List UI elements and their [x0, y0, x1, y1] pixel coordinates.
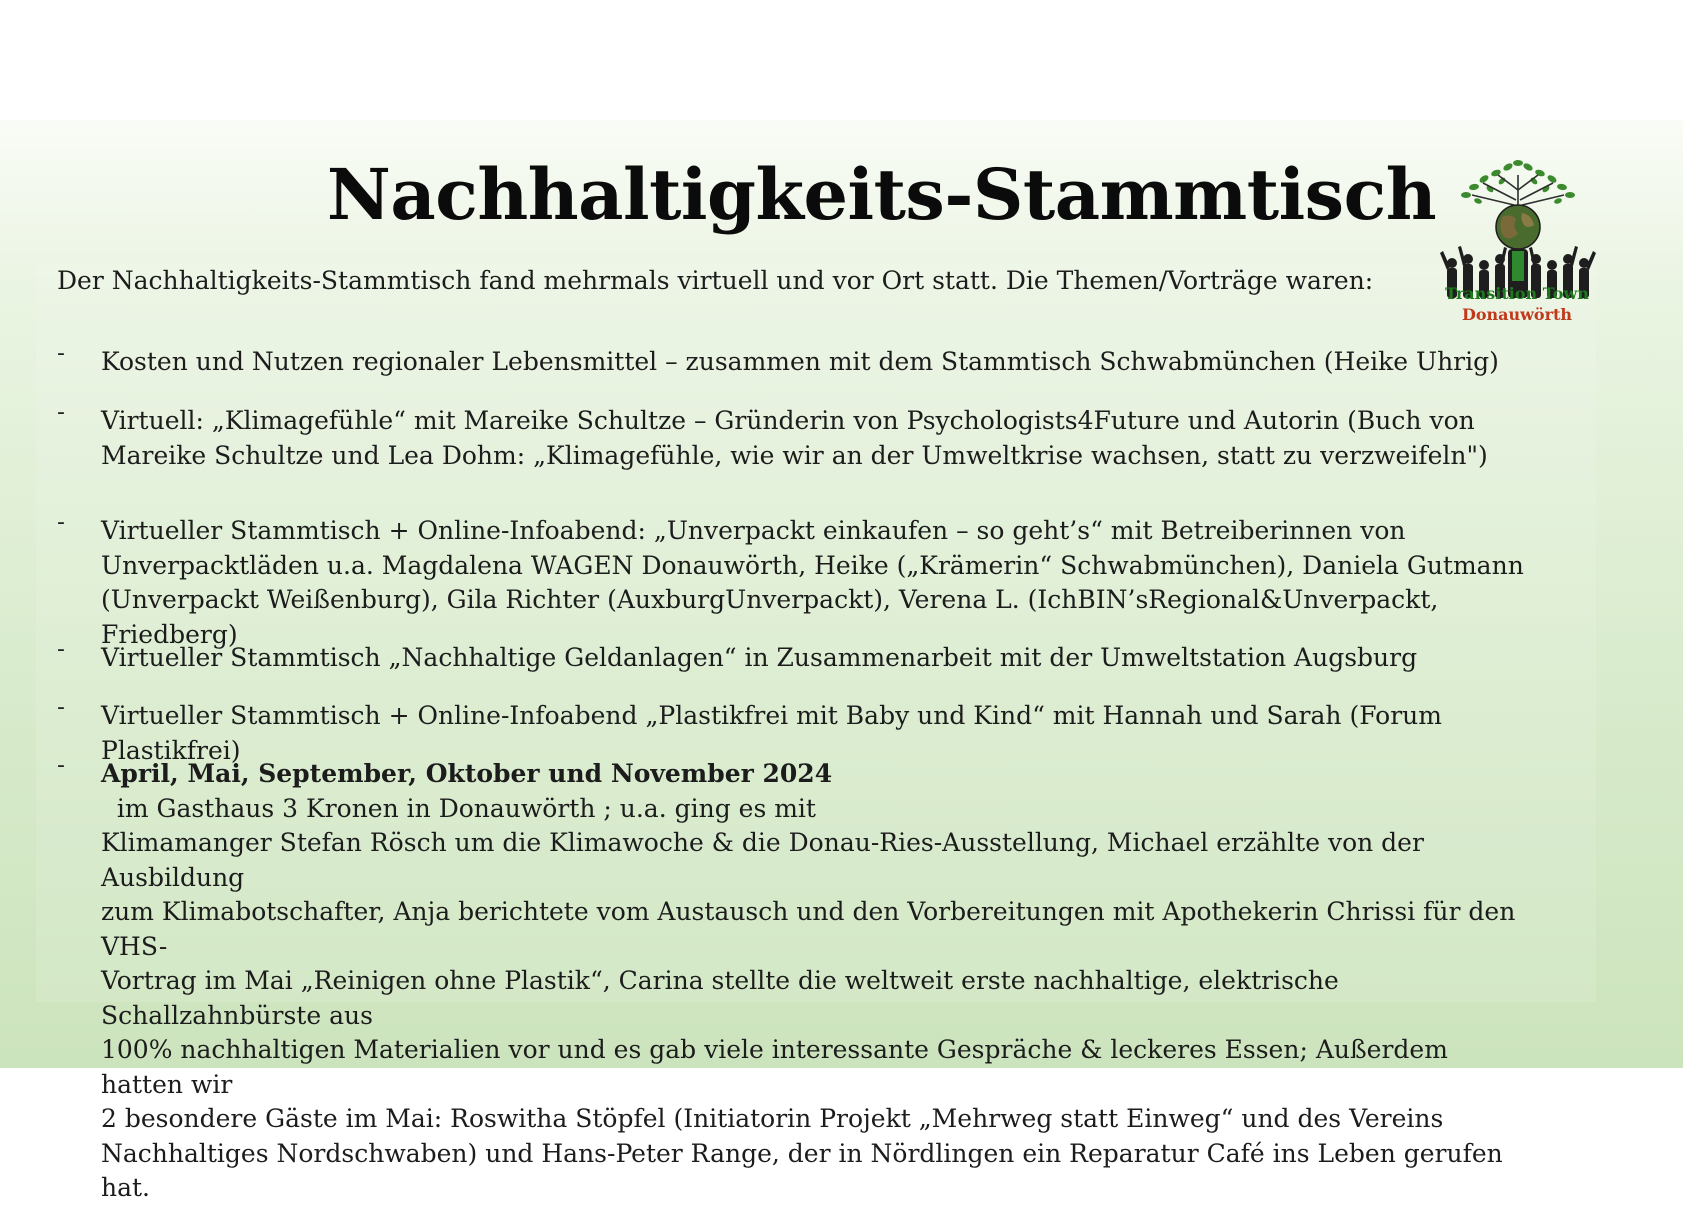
- item-line: Unverpacktläden u.a. Magdalena WAGEN Donauwörth, Heike („Krämerin“ Schwabmünchen), Daniela Gutmann: [101, 550, 1524, 580]
- item-line: Virtueller Stammtisch „Nachhaltige Geldanlagen“ in Zusammenarbeit mit der Umweltstation Augsburg: [101, 643, 1418, 672]
- item-line: Virtuell: „Klimagefühle“ mit Mareike Schultze – Gründerin von Psychologists4Future und Autorin (Buch von: [101, 406, 1475, 435]
- item-line: (Unverpackt Weißenburg), Gila Richter (AuxburgUnverpackt), Verena L. (IchBIN’sRegional&Unverpackt, Friedberg): [101, 585, 1439, 649]
- bullet-dash: -: [57, 637, 65, 662]
- item-line: Kosten und Nutzen regionaler Lebensmittel – zusammen mit dem Stammtisch Schwabmünchen (Heike Uhrig): [101, 347, 1499, 376]
- item-line: Mareike Schultze und Lea Dohm: „Klimagefühle, wie wir an der Umweltkrise wachsen, statt zu verzweifeln"): [101, 440, 1488, 470]
- bullet-dash: -: [57, 510, 65, 535]
- logo-subtitle: Donauwörth: [1461, 305, 1573, 324]
- list-item-text: [101, 404, 1531, 473]
- item-line: Nachhaltiges Nordschwaben) und Hans-Peter Range, der in Nördlingen ein Reparatur Café ins Leben gerufen hat.: [101, 1138, 1503, 1202]
- title-text: Nachhaltigkeits-Stammtisch: [326, 153, 1437, 236]
- page-title: [0, 153, 1683, 236]
- item-line: zum Klimabotschafter, Anja berichtete vom Austausch und den Vorbereitungen mit Apothekerin Chrissi für den VHS-: [101, 897, 1516, 961]
- logo-title: Transition Town: [1445, 284, 1589, 303]
- item-line: 100% nachhaltigen Materialien vor und es gab viele interessante Gespräche & leckeres Essen; Außerdem hatten wir: [101, 1035, 1448, 1099]
- list-item-text: [101, 514, 1531, 652]
- bullet-dash: -: [57, 695, 65, 720]
- list-item-text: [101, 345, 1531, 380]
- bullet-dash: -: [57, 753, 65, 778]
- item-line: Virtueller Stammtisch + Online-Infoabend: „Unverpackt einkaufen – so geht’s“ mit Betreiberinnen von: [101, 516, 1406, 545]
- item-line: Vortrag im Mai „Reinigen ohne Plastik“, Carina stellte die weltweit erste nachhaltige, elektrische Schallzahnbürste aus: [101, 966, 1339, 1030]
- item-line: Klimamanger Stefan Rösch um die Klimawoche & die Donau-Ries-Ausstellung, Michael erzählte von der Ausbildung: [101, 828, 1424, 892]
- tree-globe-people-icon: [1438, 155, 1598, 330]
- bullet-dash: -: [57, 341, 65, 366]
- item-line: im Gasthaus 3 Kronen in Donauwörth ; u.a. ging es mit: [101, 793, 816, 823]
- list-item-text: [101, 757, 1531, 1206]
- item-line: 2 besondere Gäste im Mai: Roswitha Stöpfel (Initiatorin Projekt „Mehrweg statt Einweg“ und des Vereins: [101, 1104, 1444, 1133]
- bullet-dash: -: [57, 400, 65, 425]
- item-line: Virtueller Stammtisch + Online-Infoabend „Plastikfrei mit Baby und Kind“ mit Hannah und Sarah (Forum Plastikfrei): [101, 701, 1442, 765]
- item-bold-dates: April, Mai, September, Oktober und November 2024: [101, 759, 833, 788]
- intro-text: Der Nachhaltigkeits-Stammtisch fand mehrmals virtuell und vor Ort statt. Die Themen/Vorträge waren:: [57, 266, 1374, 295]
- list-item-text: [101, 641, 1531, 676]
